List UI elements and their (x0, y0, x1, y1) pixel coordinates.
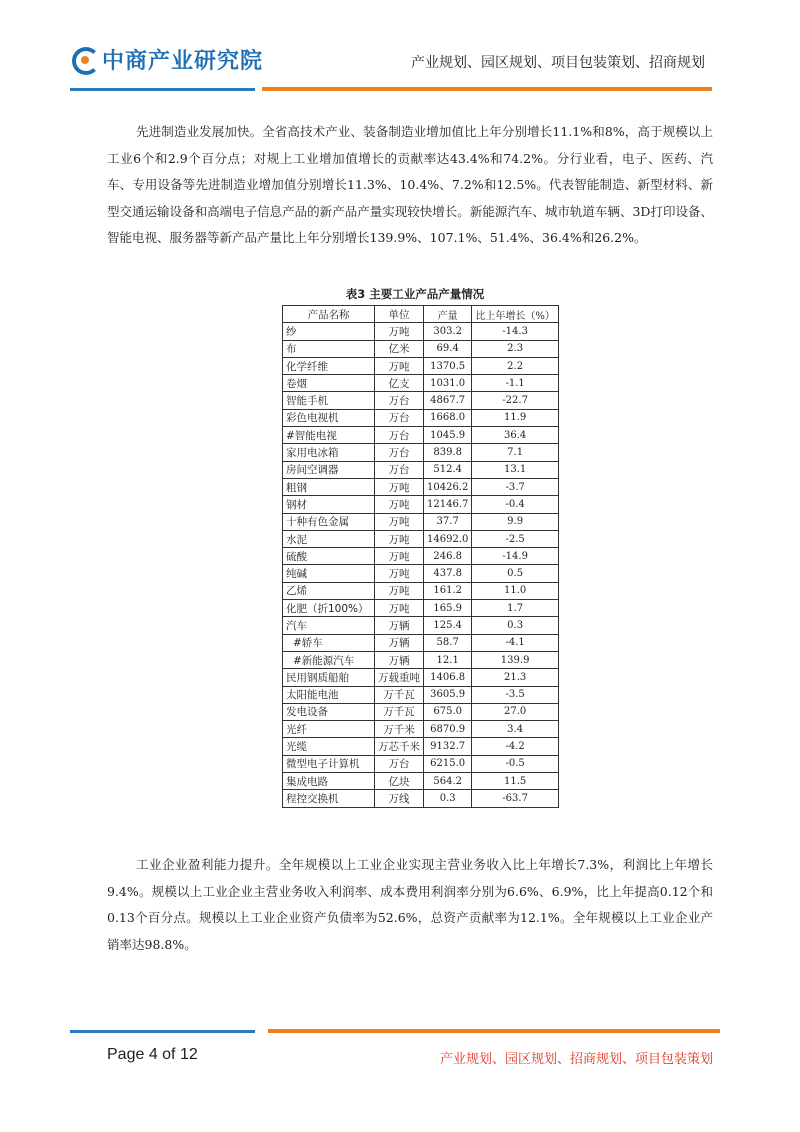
cell-unit: 万吨 (375, 548, 424, 565)
cell-product-name: 光纤 (283, 721, 375, 738)
cell-product-name: 卷烟 (283, 375, 375, 392)
table-row (283, 582, 559, 599)
table-row (283, 323, 559, 340)
cell-unit: 万台 (375, 409, 424, 426)
table-row (283, 790, 559, 807)
cell-output: 14692.0 (424, 530, 472, 547)
table-row (283, 755, 559, 772)
cell-product-name: 硫酸 (283, 548, 375, 565)
cell-unit: 万吨 (375, 530, 424, 547)
cell-unit: 万吨 (375, 582, 424, 599)
cell-growth: 11.5 (472, 773, 559, 790)
table-row (283, 703, 559, 720)
company-logo (72, 44, 263, 75)
cell-output: 1045.9 (424, 427, 472, 444)
footer-divider-orange (268, 1029, 720, 1033)
cell-unit: 万吨 (375, 478, 424, 495)
cell-unit: 万芯千米 (375, 738, 424, 755)
cell-growth: 0.3 (472, 617, 559, 634)
table-row (283, 461, 559, 478)
cell-output: 303.2 (424, 323, 472, 340)
cell-growth: 7.1 (472, 444, 559, 461)
page-number: Page 4 of 12 (107, 1046, 198, 1063)
cell-product-name: 十种有色金属 (283, 513, 375, 530)
table-row (283, 617, 559, 634)
cell-unit: 万吨 (375, 565, 424, 582)
page-header (0, 0, 800, 100)
cell-product-name: #新能源汽车 (283, 651, 375, 668)
cell-output: 675.0 (424, 703, 472, 720)
cell-product-name: 房间空调器 (283, 461, 375, 478)
cell-product-name: 太阳能电池 (283, 686, 375, 703)
table-row (283, 669, 559, 686)
cell-output: 1370.5 (424, 357, 472, 374)
header-divider-blue (70, 88, 255, 91)
paragraph-profitability: 工业企业盈利能力提升。全年规模以上工业企业实现主营业务收入比上年增长7.3%，利润比上年增长9.4%。规模以上工业企业主营业务收入利润率、成本费用利润率分别为6.6%、6.9%，比上年提高0.12个和0.13个百分点。规模以上工业企业资产负债率为52.6%，总资产贡献率为12.1%。全年规模以上工业企业产销率达98.8%。 (107, 857, 713, 952)
cell-growth: 1.7 (472, 600, 559, 617)
cell-growth: 11.9 (472, 409, 559, 426)
footer-tagline: 产业规划、园区规划、招商规划、项目包装策划 (439, 1052, 713, 1067)
cell-product-name: 汽车 (283, 617, 375, 634)
cell-unit: 亿米 (375, 340, 424, 357)
cell-output: 437.8 (424, 565, 472, 582)
cell-output: 839.8 (424, 444, 472, 461)
cell-unit: 万线 (375, 790, 424, 807)
cell-product-name: 布 (283, 340, 375, 357)
table-row (283, 409, 559, 426)
cell-unit: 万吨 (375, 513, 424, 530)
cell-output: 3605.9 (424, 686, 472, 703)
cell-unit: 万吨 (375, 496, 424, 513)
cell-growth: 21.3 (472, 669, 559, 686)
cell-output: 6215.0 (424, 755, 472, 772)
cell-growth: -0.4 (472, 496, 559, 513)
cell-unit: 万吨 (375, 600, 424, 617)
cell-output: 1406.8 (424, 669, 472, 686)
header-output: 产量 (424, 306, 472, 323)
cell-product-name: 发电设备 (283, 703, 375, 720)
table-row (283, 600, 559, 617)
cell-growth: 9.9 (472, 513, 559, 530)
header-divider-orange (262, 87, 712, 91)
cell-growth: -4.2 (472, 738, 559, 755)
table-row (283, 738, 559, 755)
table-row (283, 496, 559, 513)
cell-unit: 万辆 (375, 617, 424, 634)
table-row (283, 721, 559, 738)
table-row (283, 634, 559, 651)
cell-product-name: 智能手机 (283, 392, 375, 409)
footer-divider-blue (70, 1030, 255, 1033)
table-row (283, 513, 559, 530)
cell-growth: 2.2 (472, 357, 559, 374)
cell-unit: 万辆 (375, 634, 424, 651)
table-title: 表3 主要工业产品产量情况 (345, 287, 485, 301)
table-header-row (283, 306, 559, 323)
table-row (283, 444, 559, 461)
cell-product-name: 民用钢质船舶 (283, 669, 375, 686)
logo-mark-icon (72, 47, 98, 73)
table-row (283, 773, 559, 790)
cell-output: 1668.0 (424, 409, 472, 426)
cell-output: 12.1 (424, 651, 472, 668)
cell-growth: -14.3 (472, 323, 559, 340)
cell-unit: 万辆 (375, 651, 424, 668)
cell-growth: 11.0 (472, 582, 559, 599)
cell-output: 246.8 (424, 548, 472, 565)
cell-product-name: 彩色电视机 (283, 409, 375, 426)
header-growth: 比上年增长（%） (472, 306, 559, 323)
cell-product-name: 纯碱 (283, 565, 375, 582)
logo-text: 中商产业研究院 (102, 49, 264, 74)
cell-growth: -4.1 (472, 634, 559, 651)
cell-unit: 万吨 (375, 357, 424, 374)
cell-growth: -3.5 (472, 686, 559, 703)
cell-output: 58.7 (424, 634, 472, 651)
cell-unit: 亿块 (375, 773, 424, 790)
table-row (283, 375, 559, 392)
header-tagline: 产业规划、园区规划、项目包装策划、招商规划 (411, 55, 705, 71)
cell-unit: 万台 (375, 427, 424, 444)
cell-output: 564.2 (424, 773, 472, 790)
cell-product-name: 微型电子计算机 (283, 755, 375, 772)
table-row (283, 548, 559, 565)
cell-growth: 0.5 (472, 565, 559, 582)
cell-product-name: 家用电冰箱 (283, 444, 375, 461)
cell-product-name: 乙烯 (283, 582, 375, 599)
table-row (283, 357, 559, 374)
cell-product-name: 粗钢 (283, 478, 375, 495)
cell-growth: -0.5 (472, 755, 559, 772)
table-row (283, 686, 559, 703)
cell-unit: 万千米 (375, 721, 424, 738)
cell-growth: -3.7 (472, 478, 559, 495)
cell-growth: 27.0 (472, 703, 559, 720)
cell-growth: -1.1 (472, 375, 559, 392)
cell-output: 37.7 (424, 513, 472, 530)
header-unit: 单位 (375, 306, 424, 323)
cell-unit: 万台 (375, 461, 424, 478)
cell-growth: -63.7 (472, 790, 559, 807)
cell-product-name: 光缆 (283, 738, 375, 755)
cell-product-name: 程控交换机 (283, 790, 375, 807)
table-row (283, 427, 559, 444)
cell-output: 4867.7 (424, 392, 472, 409)
cell-unit: 万台 (375, 392, 424, 409)
cell-unit: 万台 (375, 755, 424, 772)
cell-output: 69.4 (424, 340, 472, 357)
cell-output: 165.9 (424, 600, 472, 617)
cell-unit: 万吨 (375, 323, 424, 340)
product-output-table (282, 305, 559, 808)
cell-growth: -2.5 (472, 530, 559, 547)
cell-growth: -22.7 (472, 392, 559, 409)
cell-product-name: 集成电路 (283, 773, 375, 790)
cell-output: 10426.2 (424, 478, 472, 495)
cell-unit: 万载重吨 (375, 669, 424, 686)
cell-unit: 万台 (375, 444, 424, 461)
cell-output: 161.2 (424, 582, 472, 599)
cell-output: 125.4 (424, 617, 472, 634)
paragraph-advanced-manufacturing: 先进制造业发展加快。全省高技术产业、装备制造业增加值比上年分别增长11.1%和8%，高于规模以上工业6个和2.9个百分点；对规上工业增加值增长的贡献率达43.4%和74.2%。分行业看，电子、医药、汽车、专用设备等先进制造业增加值分别增长11.3%、10.4%、7.2%和12.5%。代表智能制造、新型材料、新型交通运输设备和高端电子信息产品的新产品产量实现较快增长。新能源汽车、城市轨道车辆、3D打印设备、智能电视、服务器等新产品产量比上年分别增长139.9%、107.1%、51.4%、36.4%和26.2%。 (107, 124, 713, 245)
cell-product-name: 化学纤维 (283, 357, 375, 374)
table-body (283, 323, 559, 807)
table-row (283, 478, 559, 495)
cell-growth: 139.9 (472, 651, 559, 668)
cell-output: 6870.9 (424, 721, 472, 738)
cell-product-name: #智能电视 (283, 427, 375, 444)
table-row (283, 530, 559, 547)
cell-product-name: 钢材 (283, 496, 375, 513)
cell-product-name: 水泥 (283, 530, 375, 547)
table-row (283, 651, 559, 668)
cell-output: 12146.7 (424, 496, 472, 513)
cell-growth: 2.3 (472, 340, 559, 357)
cell-output: 9132.7 (424, 738, 472, 755)
cell-product-name: #轿车 (283, 634, 375, 651)
table-row (283, 565, 559, 582)
cell-unit: 万千瓦 (375, 686, 424, 703)
cell-unit: 亿支 (375, 375, 424, 392)
cell-growth: 13.1 (472, 461, 559, 478)
cell-output: 512.4 (424, 461, 472, 478)
table-row (283, 340, 559, 357)
table-row (283, 392, 559, 409)
cell-growth: -14.9 (472, 548, 559, 565)
header-product-name: 产品名称 (283, 306, 375, 323)
cell-growth: 3.4 (472, 721, 559, 738)
cell-product-name: 化肥（折100%） (283, 600, 375, 617)
cell-output: 1031.0 (424, 375, 472, 392)
cell-growth: 36.4 (472, 427, 559, 444)
cell-unit: 万千瓦 (375, 703, 424, 720)
cell-product-name: 纱 (283, 323, 375, 340)
cell-output: 0.3 (424, 790, 472, 807)
